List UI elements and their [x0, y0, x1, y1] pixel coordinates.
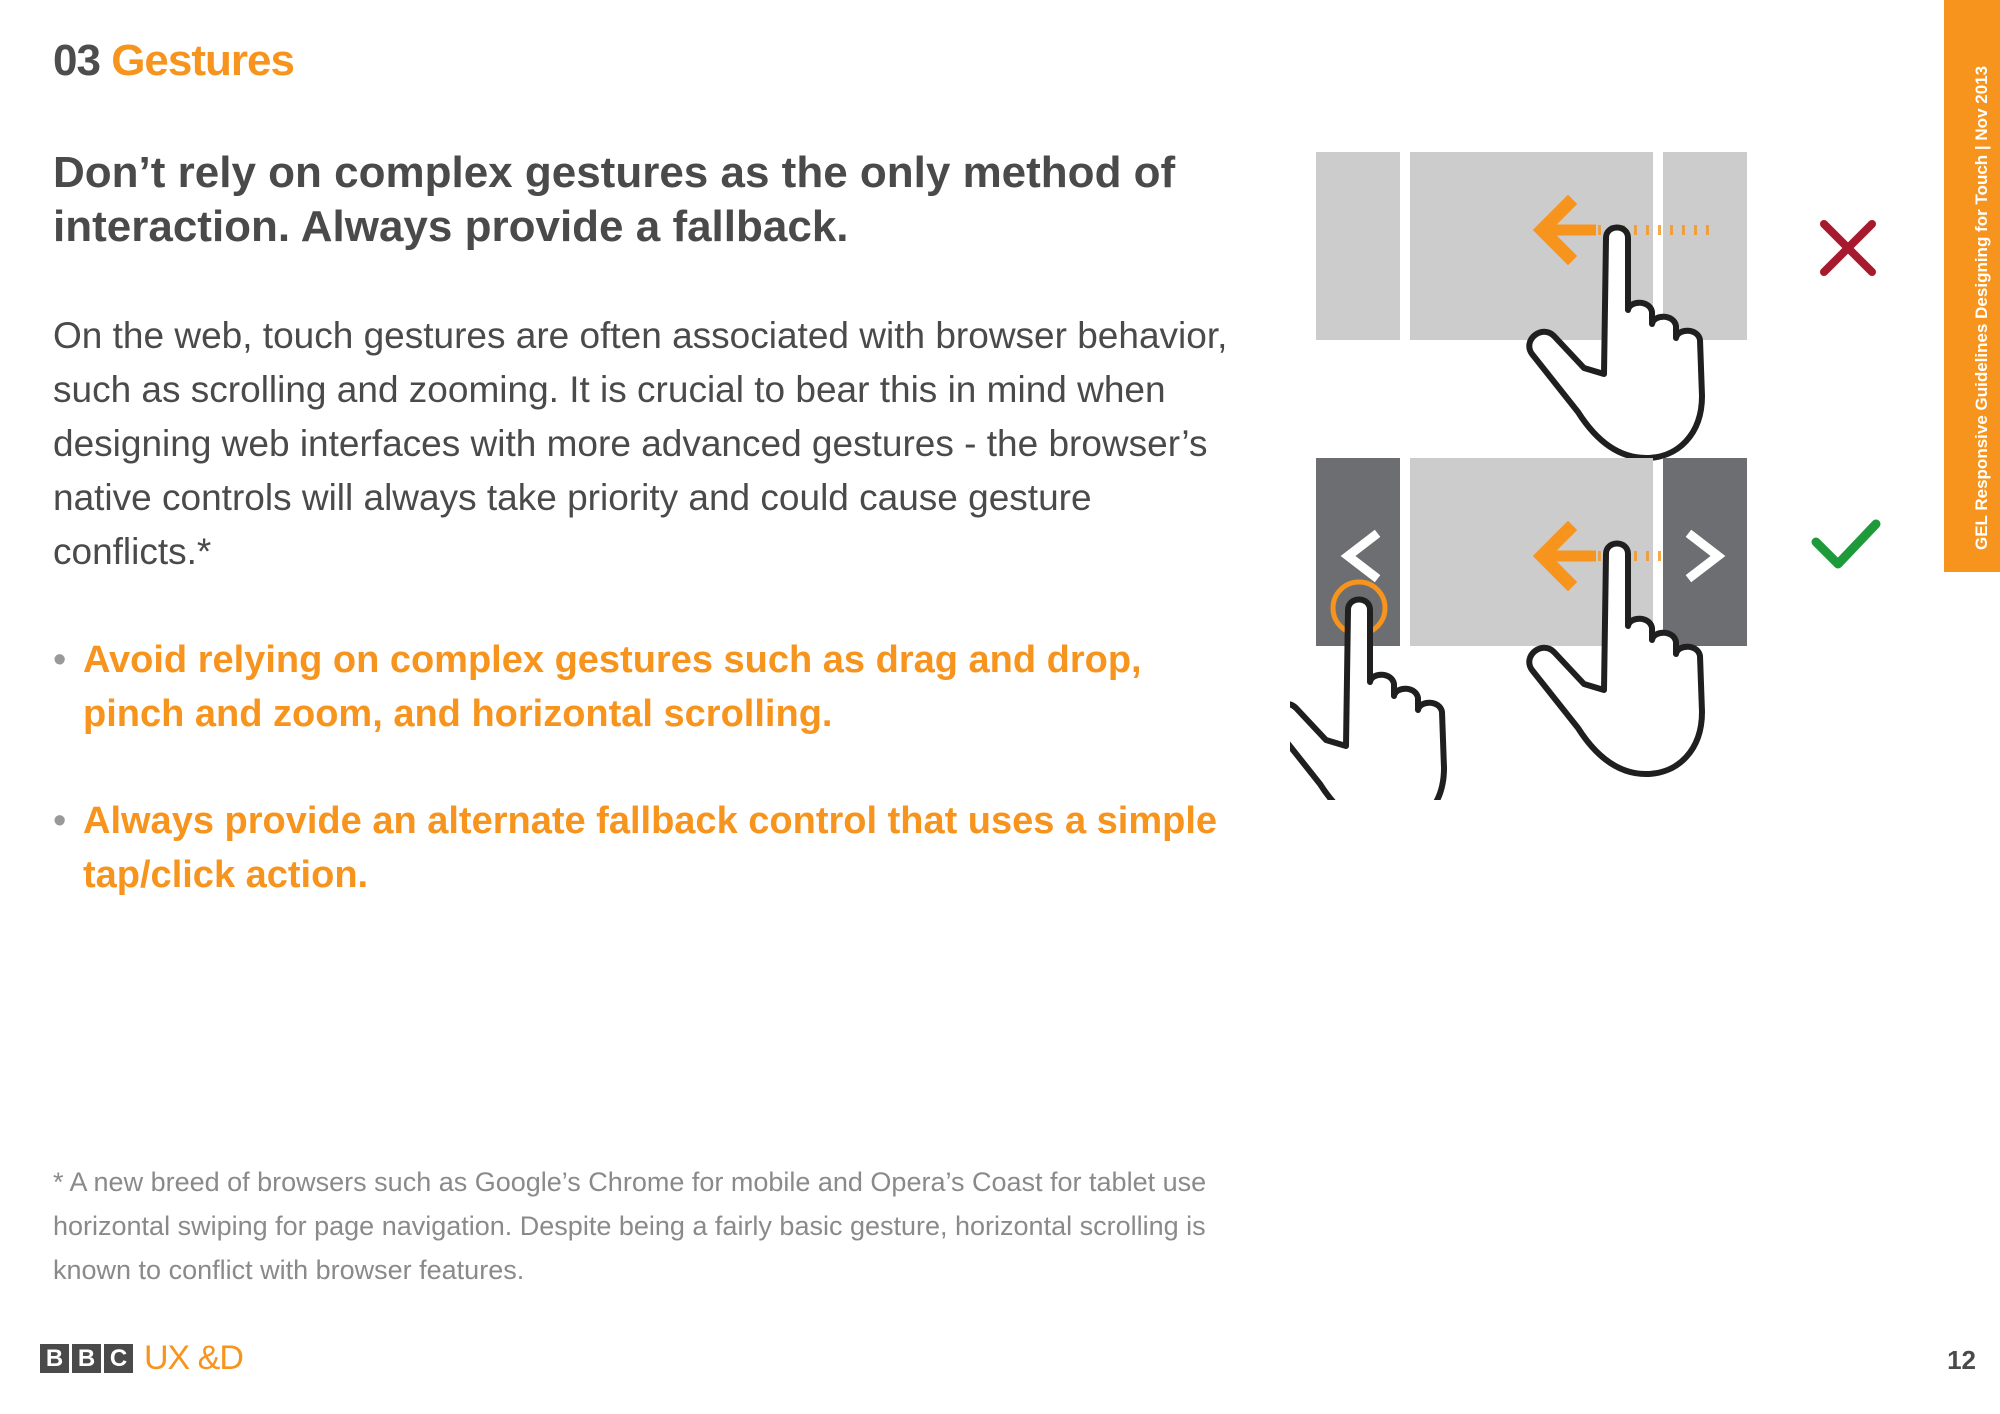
cross-icon [1824, 224, 1872, 272]
list-item [53, 633, 1253, 741]
bbc-ux-logo [40, 1339, 243, 1377]
side-guide-name: GEL Responsive Guidelines [1972, 323, 1991, 550]
prev-panel [1316, 152, 1400, 340]
list-item-text: Always provide an alternate fallback control that uses a simple tap/click action. [83, 800, 1218, 896]
page-number: 12 [1947, 1345, 1976, 1375]
section-title [53, 36, 294, 86]
list-item [53, 794, 1253, 902]
side-separator: | [1972, 145, 1991, 151]
bad-example [1316, 152, 1872, 458]
side-date: Nov 2013 [1972, 65, 1991, 141]
body-paragraph: On the web, touch gestures are often associated with browser behavior, such as scrolling and zooming. It is crucial to bear this in mind when designing web interfaces with more advanced gestures - the browser’s native controls will always take priority and could cause gesture conflicts.* [53, 315, 1228, 572]
guideline-list [53, 633, 1253, 902]
section-number: 03 [53, 36, 100, 85]
section-name: Gestures [111, 36, 294, 85]
logo-letter: B [72, 1344, 101, 1373]
logo-suffix: UX &D [144, 1339, 243, 1377]
gesture-illustration [1290, 140, 1890, 800]
bullet-dot: • [53, 800, 67, 842]
footnote: * A new breed of browsers such as Google’s Chrome for mobile and Opera’s Coast for tablet use horizontal swiping for page navigation. Despite being a fairly basic gesture, horizontal scrolling is known to conflict with browser features. [53, 1167, 1207, 1285]
page-heading: Don’t rely on complex gestures as the only method of interaction. Always provide a fallback. [53, 148, 1176, 251]
good-example [1290, 458, 1876, 800]
side-topic: Designing for Touch [1972, 154, 1991, 319]
next-panel [1663, 152, 1747, 340]
side-label [1944, 0, 2000, 572]
logo-letter: C [104, 1344, 133, 1373]
next-button [1663, 458, 1747, 646]
check-icon [1816, 524, 1876, 564]
list-item-text: Avoid relying on complex gestures such as drag and drop, pinch and zoom, and horizontal scrolling. [83, 639, 1142, 735]
logo-letter: B [40, 1344, 69, 1373]
bullet-dot: • [53, 639, 67, 681]
